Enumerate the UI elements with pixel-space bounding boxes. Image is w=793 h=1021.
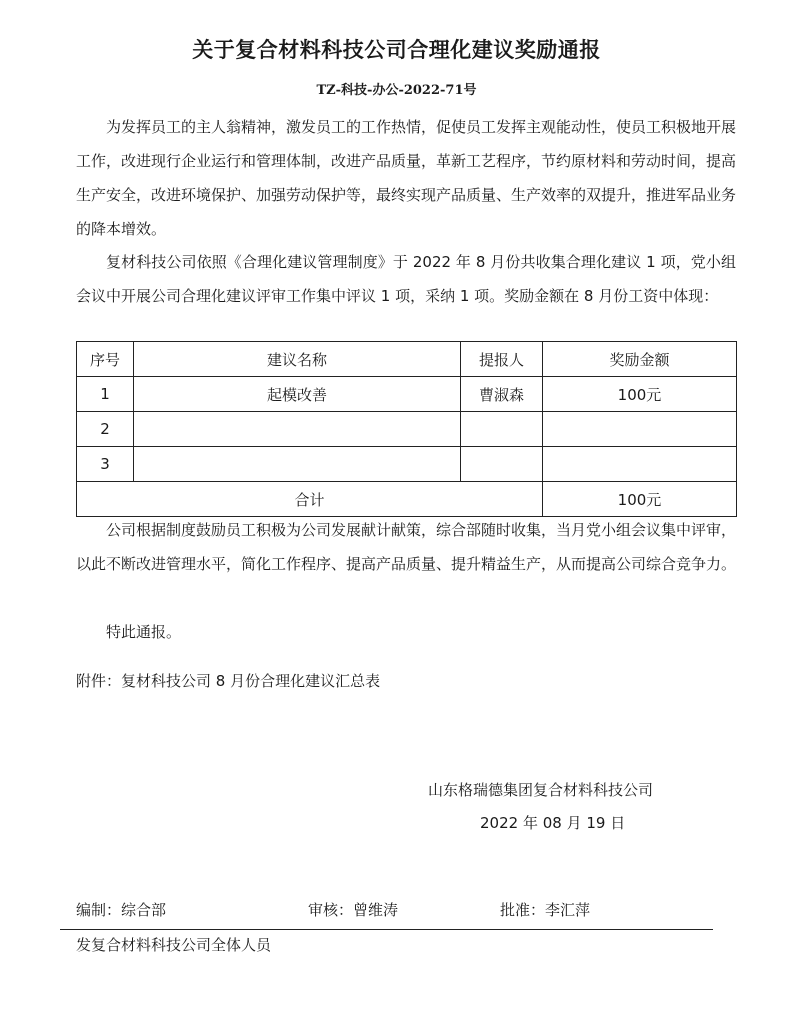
cell-submitter	[461, 447, 543, 482]
table-total-row	[77, 482, 737, 517]
cell-amount	[543, 447, 737, 482]
cell-index: 2	[77, 412, 134, 447]
table-header-row	[77, 342, 737, 377]
distribution-line: 发复合材料科技公司全体人员	[76, 936, 272, 954]
header-cell-suggestion: 建议名称	[134, 342, 461, 377]
document-title: 关于复合材料科技公司合理化建议奖励通报	[192, 38, 601, 62]
reward-table	[76, 341, 737, 517]
header-cell-amount: 奖励金额	[543, 342, 737, 377]
reviewed-by: 审核：曾维涛	[308, 901, 399, 919]
closing-paragraph: 公司根据制度鼓励员工积极为公司发展献计献策，综合部随时收集，当月党小组会议集中评审，以此不断改进管理水平，简化工作程序、提高产品质量、提升精益生产，从而提高公司综合竞争力。	[76, 521, 737, 573]
total-label: 合计	[77, 482, 543, 517]
issuing-company: 山东格瑞德集团复合材料科技公司	[428, 781, 654, 799]
cell-index: 1	[77, 377, 134, 412]
cell-suggestion	[134, 412, 461, 447]
cell-submitter: 曹淑森	[461, 377, 543, 412]
cell-submitter	[461, 412, 543, 447]
table-row	[77, 377, 737, 412]
header-cell-submitter: 提报人	[461, 342, 543, 377]
table-row	[77, 412, 737, 447]
intro-paragraph: 为发挥员工的主人翁精神，激发员工的工作热情，促使员工发挥主观能动性，使员工积极地开展工作，改进现行企业运行和管理体制，改进产品质量，革新工艺程序，节约原材料和劳动时间，提高生产安全，改进环境保护、加强劳动保护等，最终实现产品质量、生产效率的双提升，推进军品业务的降本增效。	[76, 118, 737, 238]
cell-amount	[543, 412, 737, 447]
notice-line: 特此通报。	[106, 623, 182, 641]
cell-suggestion	[134, 447, 461, 482]
total-amount: 100元	[543, 482, 737, 517]
attachment-line: 附件：复材科技公司 8 月份合理化建议汇总表	[76, 672, 381, 690]
document-number: TZ-科技-办公-2022-71号	[316, 83, 477, 98]
table-row	[77, 447, 737, 482]
cell-index: 3	[77, 447, 134, 482]
cell-amount: 100元	[543, 377, 737, 412]
approved-by: 批准：李汇萍	[500, 901, 591, 919]
cell-suggestion: 起模改善	[134, 377, 461, 412]
issue-date: 2022 年 08 月 19 日	[480, 814, 626, 832]
summary-paragraph: 复材科技公司依照《合理化建议管理制度》于 2022 年 8 月份共收集合理化建议 1 项，党小组会议中开展公司合理化建议评审工作集中评议 1 项，采纳 1 项。奖励金额在 8 月份工资中体现：	[76, 253, 736, 305]
compiled-by: 编制：综合部	[76, 901, 167, 919]
header-cell-index: 序号	[77, 342, 134, 377]
